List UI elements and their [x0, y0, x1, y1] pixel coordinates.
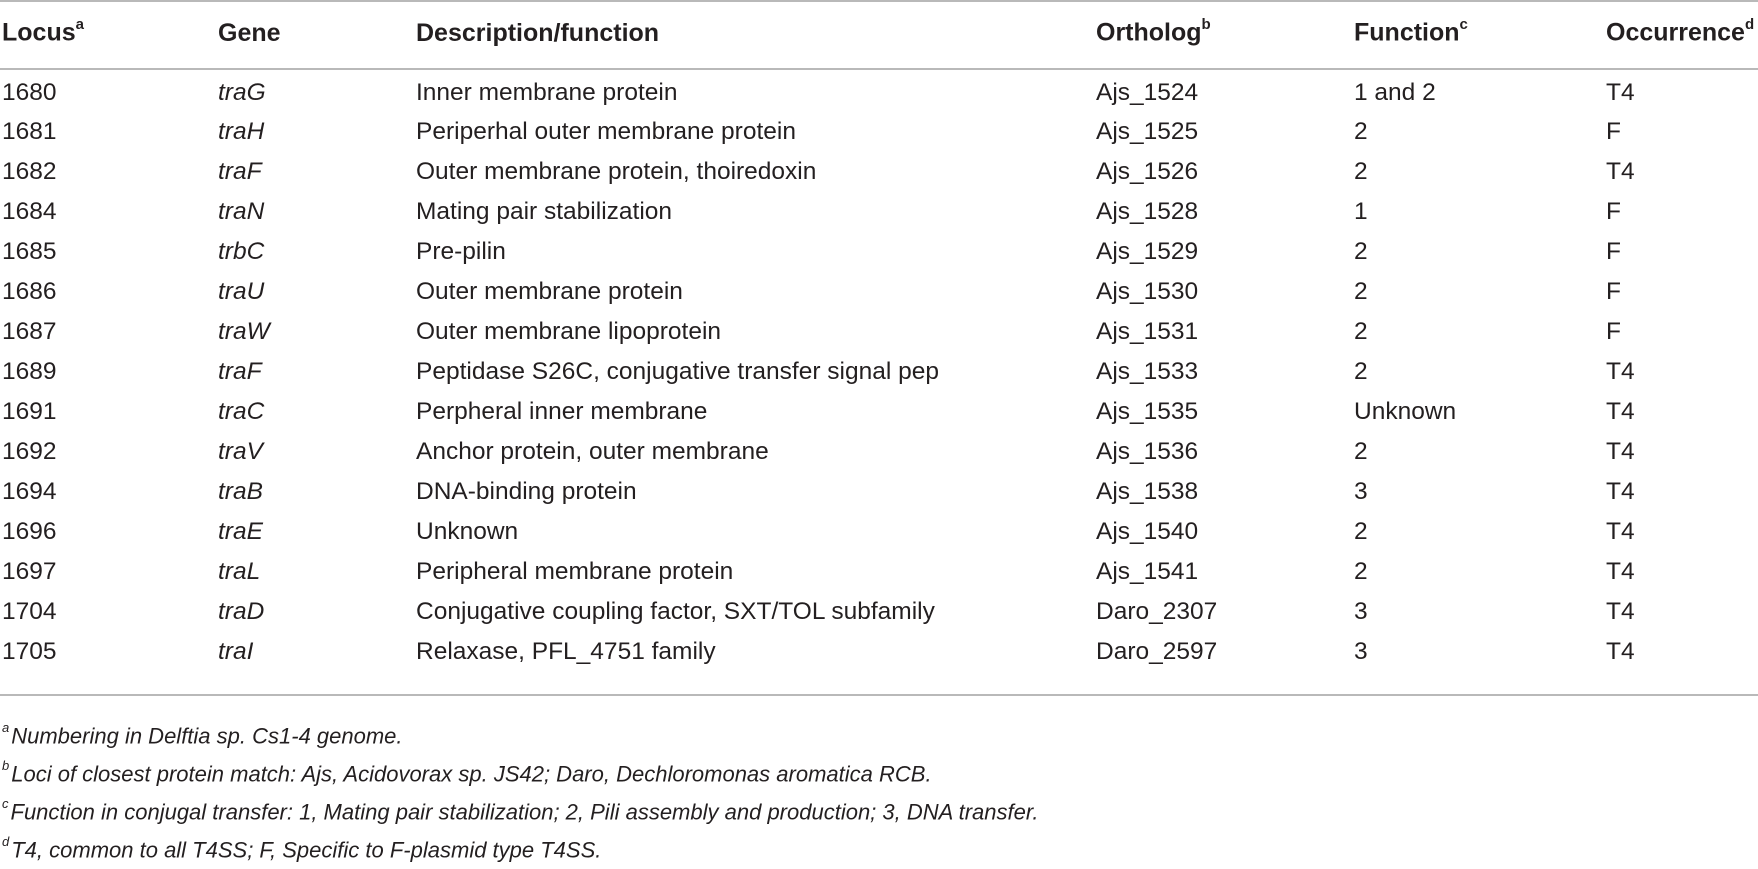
locus-cell: 1687 [2, 318, 57, 345]
description-cell: Inner membrane protein [416, 79, 678, 106]
occurrence-cell: F [1606, 278, 1621, 305]
locus-cell: 1689 [2, 358, 57, 385]
occurrence-cell: T4 [1606, 79, 1635, 106]
occurrence-cell: T4 [1606, 158, 1635, 185]
locus-cell: 1686 [2, 278, 57, 305]
occurrence-cell: F [1606, 198, 1621, 225]
occurrence-cell: T4 [1606, 358, 1635, 385]
gene-cell: trbC [218, 238, 265, 265]
gene-cell: traC [218, 398, 265, 425]
gene-cell: traL [218, 558, 261, 585]
gene-cell: traD [218, 598, 265, 625]
ortholog-cell: Daro_2597 [1096, 638, 1218, 665]
table-row [2, 66, 1758, 112]
table-row [2, 432, 1758, 472]
gene-cell: traU [218, 278, 265, 305]
description-cell: Anchor protein, outer membrane [416, 438, 769, 465]
gene-cell: traV [218, 438, 263, 465]
function-cell: 3 [1354, 598, 1368, 625]
footnote-b: $^b$Loci of closest protein match: Ajs, Acidovorax sp. JS42; Daro, Dechloromonas aromatica RCB. [2, 758, 932, 787]
function-cell: 2 [1354, 158, 1368, 185]
table-row [2, 192, 1758, 232]
footnote-d: $^d$T4, common to all T4SS; F, Specific to F-plasmid type T4SS. [2, 834, 602, 863]
table-row [2, 112, 1758, 152]
locus-cell: 1697 [2, 558, 57, 585]
gene-cell: traI [218, 638, 254, 665]
gene-cell: traF [218, 358, 262, 385]
table-row [2, 632, 1758, 672]
ortholog-cell: Ajs_1530 [1096, 278, 1199, 305]
header-row [2, 0, 1758, 66]
function-cell: 2 [1354, 118, 1368, 145]
header-locus: Locus$^a$ [2, 16, 84, 47]
function-cell: 2 [1354, 358, 1368, 385]
function-cell: 1 and 2 [1354, 79, 1436, 106]
occurrence-cell: T4 [1606, 558, 1635, 585]
description-cell: Perpheral inner membrane [416, 398, 708, 425]
locus-cell: 1691 [2, 398, 57, 425]
ortholog-cell: Ajs_1529 [1096, 238, 1199, 265]
function-cell: 1 [1354, 198, 1368, 225]
footnote-a: $^a$Numbering in Delftia sp. Cs1-4 genome. [2, 720, 403, 749]
ortholog-cell: Ajs_1540 [1096, 518, 1199, 545]
ortholog-cell: Ajs_1525 [1096, 118, 1199, 145]
occurrence-cell: T4 [1606, 478, 1635, 505]
description-cell: Outer membrane protein [416, 278, 683, 305]
ortholog-cell: Ajs_1538 [1096, 478, 1199, 505]
description-cell: Mating pair stabilization [416, 198, 673, 225]
locus-cell: 1684 [2, 198, 57, 225]
function-cell: 2 [1354, 438, 1368, 465]
table-row [2, 472, 1758, 512]
description-cell: Periperhal outer membrane protein [416, 118, 796, 145]
occurrence-cell: T4 [1606, 518, 1635, 545]
occurrence-cell: T4 [1606, 398, 1635, 425]
function-cell: 2 [1354, 558, 1368, 585]
function-cell: 2 [1354, 518, 1368, 545]
table-bottom-rule [0, 694, 1758, 696]
locus-cell: 1704 [2, 598, 57, 625]
gene-cell: traB [218, 478, 263, 505]
locus-cell: 1681 [2, 118, 57, 145]
occurrence-cell: F [1606, 238, 1621, 265]
function-cell: 2 [1354, 238, 1368, 265]
table-row [2, 352, 1758, 392]
gene-cell: traN [218, 198, 265, 225]
table-row [2, 312, 1758, 352]
description-cell: Peptidase S26C, conjugative transfer signal pep [416, 358, 939, 385]
ortholog-cell: Ajs_1531 [1096, 318, 1199, 345]
header-occurrence: Occurrence$^d$ [1606, 16, 1755, 47]
footnotes [2, 712, 1752, 864]
description-cell: DNA-binding protein [416, 478, 637, 505]
locus-cell: 1692 [2, 438, 57, 465]
footnote-c: $^c$Function in conjugal transfer: 1, Mating pair stabilization; 2, Pili assembly and production; 3, DNA transfer. [2, 796, 1039, 825]
ortholog-cell: Daro_2307 [1096, 598, 1218, 625]
occurrence-cell: T4 [1606, 638, 1635, 665]
gene-cell: traF [218, 158, 262, 185]
description-cell: Pre-pilin [416, 238, 506, 265]
description-cell: Conjugative coupling factor, SXT/TOL subfamily [416, 598, 935, 625]
table-row [2, 592, 1758, 632]
gene-table [2, 0, 1758, 672]
header-gene: Gene [218, 18, 281, 47]
description-cell: Outer membrane lipoprotein [416, 318, 722, 345]
table-row [2, 392, 1758, 432]
function-cell: 3 [1354, 478, 1368, 505]
header-ortholog: Ortholog$^b$ [1096, 16, 1211, 47]
locus-cell: 1705 [2, 638, 57, 665]
table-row [2, 232, 1758, 272]
table-row [2, 512, 1758, 552]
gene-cell: traH [218, 118, 265, 145]
ortholog-cell: Ajs_1528 [1096, 198, 1199, 225]
function-cell: Unknown [1354, 398, 1457, 425]
gene-cell: traG [218, 79, 266, 106]
header-description: Description/function [416, 18, 660, 47]
occurrence-cell: F [1606, 118, 1621, 145]
ortholog-cell: Ajs_1541 [1096, 558, 1199, 585]
locus-cell: 1696 [2, 518, 57, 545]
function-cell: 2 [1354, 278, 1368, 305]
table-row [2, 152, 1758, 192]
locus-cell: 1685 [2, 238, 57, 265]
occurrence-cell: T4 [1606, 598, 1635, 625]
function-cell: 2 [1354, 318, 1368, 345]
ortholog-cell: Ajs_1536 [1096, 438, 1199, 465]
ortholog-cell: Ajs_1526 [1096, 158, 1199, 185]
locus-cell: 1680 [2, 79, 57, 106]
description-cell: Peripheral membrane protein [416, 558, 734, 585]
function-cell: 3 [1354, 638, 1368, 665]
ortholog-cell: Ajs_1524 [1096, 79, 1199, 106]
ortholog-cell: Ajs_1533 [1096, 358, 1199, 385]
occurrence-cell: T4 [1606, 438, 1635, 465]
locus-cell: 1682 [2, 158, 57, 185]
gene-cell: traE [218, 518, 263, 545]
header-function: Function$^c$ [1354, 16, 1468, 47]
table-row [2, 272, 1758, 312]
locus-cell: 1694 [2, 478, 57, 505]
occurrence-cell: F [1606, 318, 1621, 345]
description-cell: Relaxase, PFL_4751 family [416, 638, 716, 665]
description-cell: Unknown [416, 518, 519, 545]
table-row [2, 552, 1758, 592]
ortholog-cell: Ajs_1535 [1096, 398, 1199, 425]
description-cell: Outer membrane protein, thoiredoxin [416, 158, 817, 185]
gene-cell: traW [218, 318, 270, 345]
